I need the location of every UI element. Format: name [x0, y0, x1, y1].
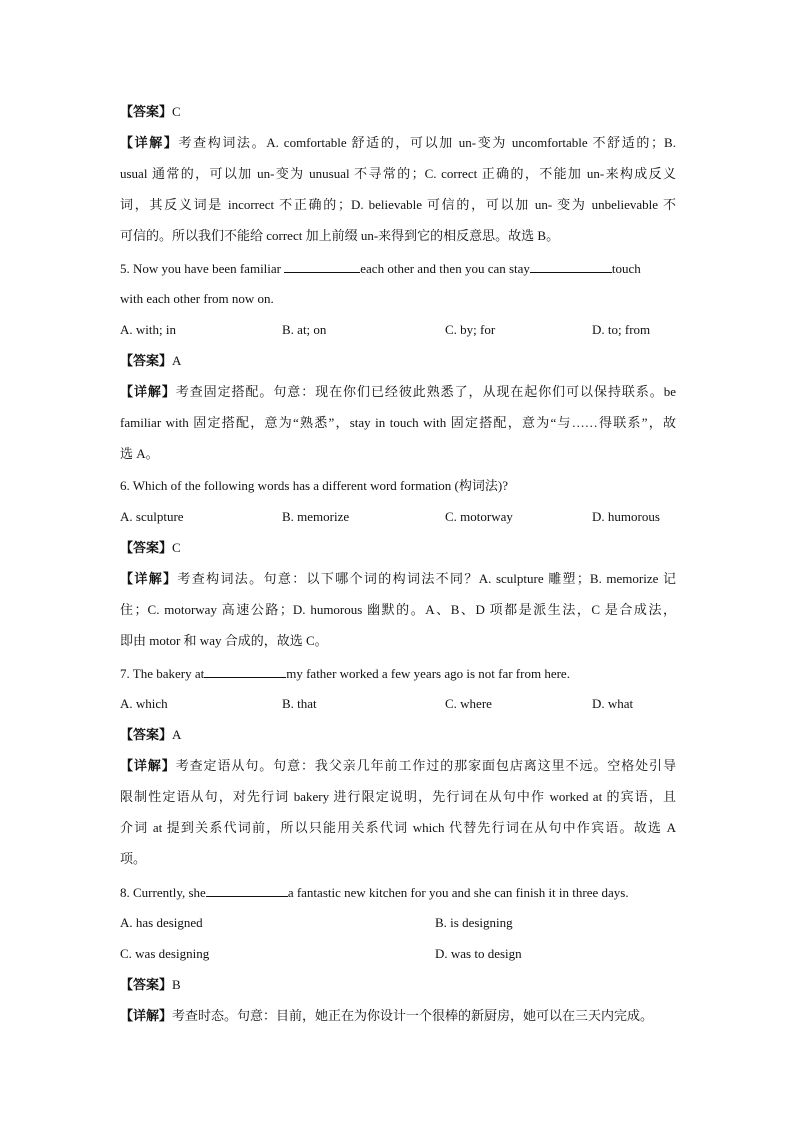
q5-detail-line-3: 选 A。 — [120, 446, 159, 461]
q7-answer — [120, 725, 676, 745]
q7-detail-line-2: 限制性定语从句，对先行词 bakery 进行限定说明，先行词在从句中作 worked at 的宾语，且 — [120, 789, 676, 804]
q8-detail-line-1: 【详解】考查时态。句意：目前，她正在为你设计一个很棒的新厨房，她可以在三天内完成。 — [120, 1008, 654, 1023]
q5-answer — [120, 351, 676, 371]
q5-option-a: A. with; in — [120, 322, 176, 337]
answer-blank — [284, 258, 360, 273]
answer-blank — [206, 882, 288, 897]
detail-tag: 【详解】 — [120, 1008, 173, 1023]
answer-value: C — [172, 104, 181, 119]
q6-detail-line-2: 住；C. motorway 高速公路；D. humorous 幽默的。A、B、D 项都是派生法，C 是合成法， — [120, 602, 676, 617]
q7-option-b: B. that — [282, 696, 317, 711]
q8-answer — [120, 975, 676, 995]
q4-answer — [120, 102, 676, 122]
q7-stem: 7. The bakery at my father worked a few years ago is not far from here. — [120, 663, 676, 684]
q6-answer — [120, 538, 676, 558]
q7-option-c: C. where — [445, 696, 492, 711]
q4-detail-line-2: usual 通常的，可以加 un-变为 unusual 不寻常的；C. correct 正确的，不能加 un-来构成反义 — [120, 166, 676, 181]
q6-detail-line-3: 即由 motor 和 way 合成的，故选 C。 — [120, 633, 328, 648]
q4-detail-line-1: 【详解】考查构词法。A. comfortable 舒适的，可以加 un-变为 uncomfortable 不舒适的；B. — [120, 135, 676, 150]
q5-detail-line-1: 【详解】考查固定搭配。句意：现在你们已经彼此熟悉了，从现在起你们可以保持联系。be — [120, 384, 676, 399]
detail-tag: 【详解】 — [120, 384, 176, 399]
q6-stem: 6. Which of the following words has a different word formation (构词法)? — [120, 478, 508, 493]
q6-option-d: D. humorous — [592, 509, 660, 524]
q5-option-b: B. at; on — [282, 322, 327, 337]
q8-option-c: C. was designing — [120, 946, 210, 961]
q6-option-a: A. sculpture — [120, 509, 184, 524]
q8-option-b: B. is designing — [435, 915, 513, 930]
q7-detail-line-4: 项。 — [120, 851, 147, 866]
answer-tag: 【答案】 — [120, 104, 173, 119]
answer-value: A — [172, 727, 182, 742]
detail-tag: 【详解】 — [120, 135, 179, 150]
q4-detail-line-4: 可信的。所以我们不能给 correct 加上前缀 un-来得到它的相反意思。故选 B。 — [120, 228, 560, 243]
detail-tag: 【详解】 — [120, 758, 176, 773]
q5-stem: 5. Now you have been familiar each other and then you can stay touch — [120, 258, 676, 279]
q6-detail-line-1: 【详解】考查构词法。句意：以下哪个词的构词法不同？A. sculpture 雕塑；B. memorize 记 — [120, 571, 676, 586]
q5-detail-line-2: familiar with 固定搭配，意为“熟悉”，stay in touch with 固定搭配，意为“与……得联系”，故 — [120, 415, 676, 430]
q5-option-d: D. to; from — [592, 322, 651, 337]
q7-option-d: D. what — [592, 696, 634, 711]
q4-detail-line-3: 词，其反义词是 incorrect 不正确的；D. believable 可信的，可以加 un- 变为 unbelievable 不 — [120, 197, 676, 212]
q5-stem-line-2: with each other from now on. — [120, 291, 274, 306]
answer-value: A — [172, 353, 182, 368]
q8-option-d: D. was to design — [435, 946, 522, 961]
answer-blank — [530, 258, 612, 273]
answer-value: B — [172, 977, 181, 992]
answer-tag: 【答案】 — [120, 353, 173, 368]
answer-tag: 【答案】 — [120, 727, 173, 742]
q8-stem: 8. Currently, she a fantastic new kitchen for you and she can finish it in three days. — [120, 882, 676, 903]
q7-option-a: A. which — [120, 696, 168, 711]
q6-option-b: B. memorize — [282, 509, 350, 524]
answer-tag: 【答案】 — [120, 977, 173, 992]
answer-blank — [204, 663, 286, 678]
q8-option-a: A. has designed — [120, 915, 203, 930]
q5-option-c: C. by; for — [445, 322, 496, 337]
answer-value: C — [172, 540, 181, 555]
detail-tag: 【详解】 — [120, 571, 178, 586]
answer-tag: 【答案】 — [120, 540, 173, 555]
q7-detail-line-3: 介词 at 提到关系代词前，所以只能用关系代词 which 代替先行词在从句中作宾语。故选 A — [120, 820, 676, 835]
q6-option-c: C. motorway — [445, 509, 513, 524]
q7-detail-line-1: 【详解】考查定语从句。句意：我父亲几年前工作过的那家面包店离这里不远。空格处引导 — [120, 758, 676, 773]
